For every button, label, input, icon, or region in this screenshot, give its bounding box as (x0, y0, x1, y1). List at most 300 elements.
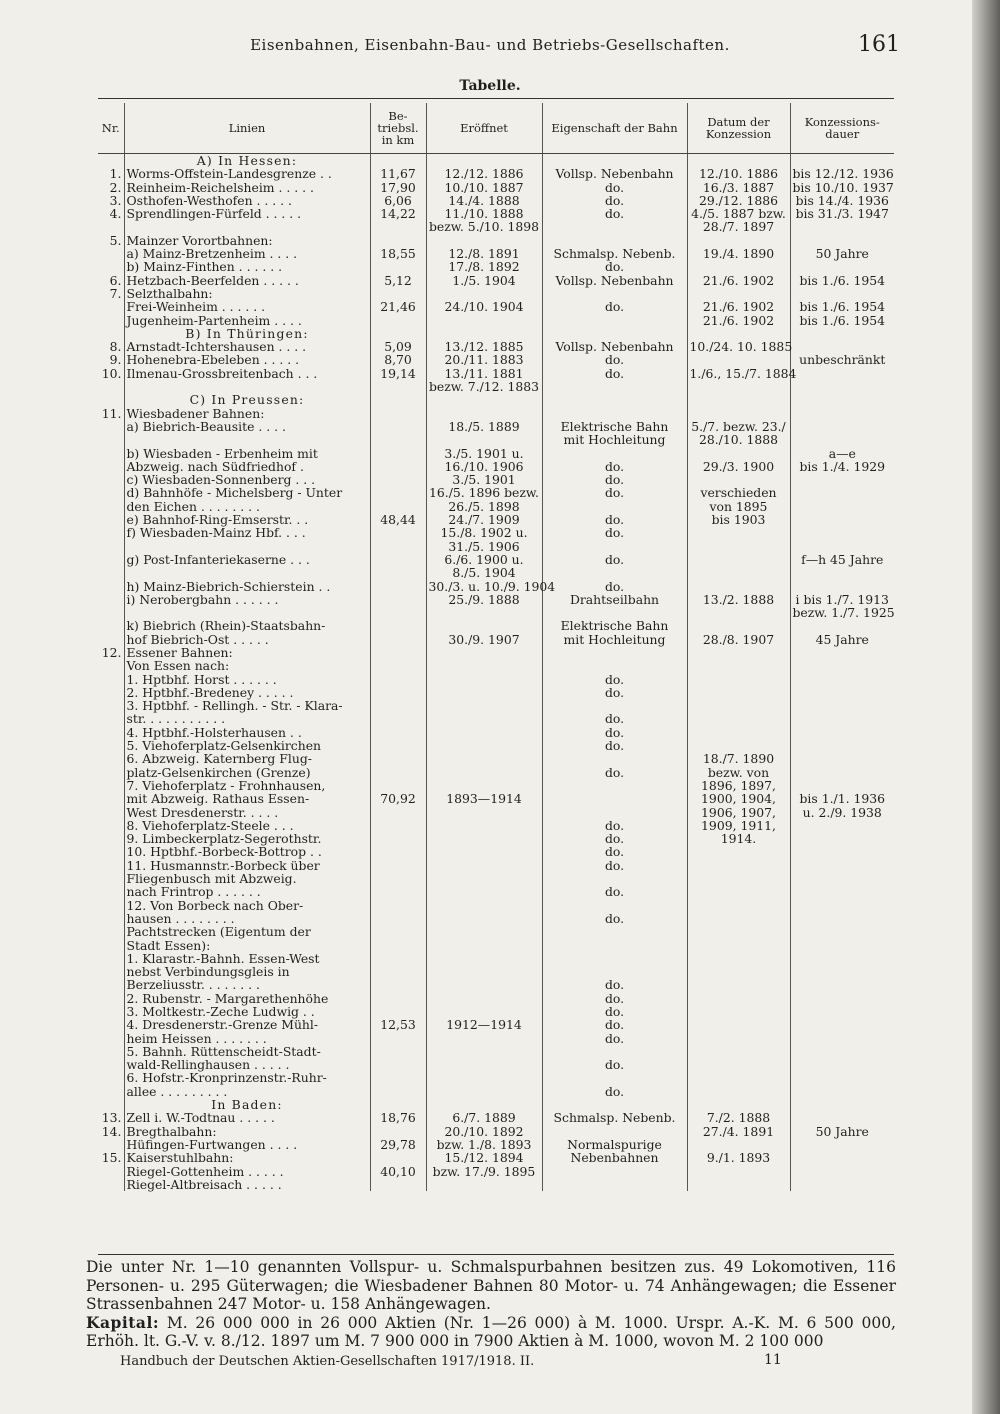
cell-km (370, 752, 426, 765)
cell-eroeffnet (426, 686, 542, 699)
cell-eigenschaft: Vollsp. Nebenbahn (542, 340, 687, 353)
cell-datum (687, 1098, 790, 1111)
cell-datum (687, 393, 790, 406)
cell-nr: 7. (109, 285, 122, 301)
cell-eroeffnet (426, 1178, 542, 1191)
cell-linie: k) Biebrich (Rhein)-Staatsbahn- (124, 619, 370, 632)
cell-nr (98, 885, 124, 898)
cell-datum: bezw. von (687, 766, 790, 779)
cell-eroeffnet: 6./6. 1900 u. (426, 553, 542, 566)
cell-nr (98, 699, 124, 712)
top-rule (98, 98, 894, 99)
cell-nr (98, 1058, 124, 1071)
cell-eroeffnet: 15./12. 1894 (426, 1151, 542, 1164)
cell-km (370, 939, 426, 952)
cell-km (370, 845, 426, 858)
cell-eroeffnet (426, 1058, 542, 1071)
rolling-stock-paragraph: Die unter Nr. 1—10 genannten Vollspur- u. Schmalspurbahnen besitzen zus. 49 Lokomotiven, 116 Personen- u. 295 Güterwagen; die Wiesbadener Bahnen 80 Motor- u. 74 Anhängewagen; die Essener Strassenbahnen 247 Motor- u. 158 Anhängewagen. (86, 1258, 896, 1313)
cell-km (370, 779, 426, 792)
cell-dauer (790, 925, 894, 938)
table-row (98, 699, 894, 712)
cell-km (370, 393, 426, 406)
cell-eigenschaft: do. (542, 181, 687, 194)
cell-nr (98, 526, 124, 539)
cell-km (370, 992, 426, 1005)
cell-km: 18,76 (370, 1111, 426, 1124)
cell-nr: 2. (109, 179, 122, 195)
cell-km (370, 1005, 426, 1018)
cell-dauer (790, 739, 894, 752)
cell-datum: 1914. (687, 832, 790, 845)
cell-eroeffnet (426, 912, 542, 925)
cell-eigenschaft: Nebenbahnen (542, 1151, 687, 1164)
cell-eroeffnet (426, 752, 542, 765)
table-row (98, 885, 894, 898)
cell-nr (98, 899, 124, 912)
cell-datum (687, 845, 790, 858)
cell-datum: 21./6. 1902 (687, 314, 790, 327)
table-row (98, 872, 894, 885)
cell-nr (98, 447, 124, 460)
table-row (98, 965, 894, 978)
cell-eroeffnet: 31./5. 1906 (426, 540, 542, 553)
cell-datum (687, 885, 790, 898)
table-row (98, 1138, 894, 1151)
cell-linie: wald-Rellinghausen . . . . . (124, 1058, 370, 1071)
cell-dauer (790, 1058, 894, 1071)
cell-eroeffnet (426, 1098, 542, 1111)
cell-km (370, 220, 426, 233)
cell-datum (687, 646, 790, 659)
cell-eigenschaft (542, 540, 687, 553)
cell-eroeffnet: 3./5. 1901 (426, 473, 542, 486)
cell-datum (687, 712, 790, 725)
cell-nr (98, 380, 124, 393)
col-header-km: Be-triebsl. in km (370, 103, 426, 154)
cell-eroeffnet: 11./10. 1888 (426, 207, 542, 220)
cell-km: 48,44 (370, 513, 426, 526)
cell-eigenschaft (542, 447, 687, 460)
cell-dauer: bis 1./4. 1929 (790, 460, 894, 473)
cell-dauer (790, 752, 894, 765)
cell-km: 5,12 (370, 274, 426, 287)
cell-linie: a) Biebrich-Beausite . . . . (124, 420, 370, 433)
cell-dauer: bis 1./1. 1936 (790, 792, 894, 805)
table-row (98, 659, 894, 672)
cell-km (370, 1098, 426, 1111)
cell-eigenschaft: Elektrische Bahn (542, 420, 687, 433)
cell-datum: 1900, 1904, (687, 792, 790, 805)
cell-km (370, 500, 426, 513)
table-row (98, 1151, 894, 1164)
cell-km (370, 234, 426, 247)
cell-km: 17,90 (370, 181, 426, 194)
cell-eigenschaft: do. (542, 859, 687, 872)
cell-nr (98, 739, 124, 752)
cell-nr (98, 832, 124, 845)
cell-eigenschaft: do. (542, 207, 687, 220)
cell-eigenschaft (542, 220, 687, 233)
table-row (98, 686, 894, 699)
cell-linie: A) In Hessen: (124, 154, 370, 168)
cell-linie: Wiesbadener Bahnen: (124, 407, 370, 420)
cell-eigenschaft: do. (542, 845, 687, 858)
cell-dauer (790, 686, 894, 699)
table-row (98, 712, 894, 725)
cell-datum: 10./24. 10. 1885 (687, 340, 790, 353)
table-row (98, 486, 894, 499)
cell-nr (98, 500, 124, 513)
cell-nr (98, 859, 124, 872)
cell-km (370, 540, 426, 553)
cell-eigenschaft: do. (542, 553, 687, 566)
cell-eigenschaft (542, 500, 687, 513)
cell-nr (98, 925, 124, 938)
cell-linie: Riegel-Gottenheim . . . . . (124, 1165, 370, 1178)
cell-dauer (790, 912, 894, 925)
cell-dauer (790, 500, 894, 513)
cell-km: 40,10 (370, 1165, 426, 1178)
cell-eigenschaft: do. (542, 486, 687, 499)
cell-datum: 1896, 1897, (687, 779, 790, 792)
cell-datum (687, 606, 790, 619)
cell-linie: Hohenebra-Ebeleben . . . . . (124, 353, 370, 366)
cell-linie: c) Wiesbaden-Sonnenberg . . . (124, 473, 370, 486)
cell-eroeffnet (426, 819, 542, 832)
cell-dauer (790, 566, 894, 579)
cell-km: 5,09 (370, 340, 426, 353)
cell-eigenschaft: do. (542, 260, 687, 273)
cell-eroeffnet (426, 978, 542, 991)
cell-linie: platz-Gelsenkirchen (Grenze) (124, 766, 370, 779)
cell-nr: 8. (109, 339, 122, 355)
cell-eigenschaft (542, 965, 687, 978)
cell-eigenschaft (542, 872, 687, 885)
cell-dauer (790, 766, 894, 779)
cell-linie: Hüfingen-Furtwangen . . . . (124, 1138, 370, 1151)
cell-eigenschaft: do. (542, 739, 687, 752)
cell-dauer (790, 859, 894, 872)
cell-eigenschaft (542, 1178, 687, 1191)
cell-km (370, 327, 426, 340)
cell-dauer (790, 380, 894, 393)
table-row (98, 274, 894, 287)
cell-dauer: 50 Jahre (790, 247, 894, 260)
cell-eroeffnet: 17./8. 1892 (426, 260, 542, 273)
cell-linie: b) Wiesbaden - Erbenheim mit (124, 447, 370, 460)
cell-km: 70,92 (370, 792, 426, 805)
cell-datum: 13./2. 1888 (687, 593, 790, 606)
cell-eigenschaft (542, 699, 687, 712)
cell-dauer: bis 1./6. 1954 (790, 300, 894, 313)
cell-eigenschaft (542, 659, 687, 672)
cell-eigenschaft: do. (542, 832, 687, 845)
table-row (98, 673, 894, 686)
cell-nr (98, 606, 124, 619)
cell-datum: 29./12. 1886 (687, 194, 790, 207)
cell-eigenschaft: do. (542, 194, 687, 207)
table-row (98, 899, 894, 912)
cell-km (370, 619, 426, 632)
cell-nr (98, 420, 124, 433)
table-row (98, 1018, 894, 1031)
cell-eigenschaft (542, 393, 687, 406)
cell-nr: 1. (109, 166, 122, 182)
table-row (98, 526, 894, 539)
cell-eroeffnet (426, 1071, 542, 1084)
table-row (98, 260, 894, 273)
cell-dauer (790, 1045, 894, 1058)
table-row (98, 181, 894, 194)
cell-dauer (790, 819, 894, 832)
table-row (98, 460, 894, 473)
cell-eroeffnet: 12./12. 1886 (426, 167, 542, 180)
cell-km (370, 473, 426, 486)
cell-km (370, 819, 426, 832)
cell-eigenschaft: do. (542, 1032, 687, 1045)
cell-nr (98, 992, 124, 1005)
cell-eigenschaft: do. (542, 353, 687, 366)
cell-datum (687, 287, 790, 300)
cell-km (370, 154, 426, 168)
cell-linie: Reinheim-Reichelsheim . . . . . (124, 181, 370, 194)
cell-dauer (790, 420, 894, 433)
cell-dauer (790, 939, 894, 952)
cell-km (370, 260, 426, 273)
table-row (98, 314, 894, 327)
cell-eigenschaft: Elektrische Bahn (542, 619, 687, 632)
cell-datum (687, 899, 790, 912)
cell-linie: a) Mainz-Bretzenheim . . . . (124, 247, 370, 260)
cell-km (370, 593, 426, 606)
cell-dauer: a—e (790, 447, 894, 460)
cell-linie: 12. Von Borbeck nach Ober- (124, 899, 370, 912)
cell-datum (687, 353, 790, 366)
table-row (98, 912, 894, 925)
cell-datum (687, 872, 790, 885)
cell-datum: 18./7. 1890 (687, 752, 790, 765)
cell-linie: Mainzer Vorortbahnen: (124, 234, 370, 247)
cell-dauer (790, 1178, 894, 1191)
cell-linie: Fliegenbusch mit Abzweig. (124, 872, 370, 885)
cell-dauer (790, 845, 894, 858)
table-row (98, 234, 894, 247)
cell-datum (687, 473, 790, 486)
cell-eigenschaft: do. (542, 367, 687, 380)
table-row (98, 726, 894, 739)
cell-linie: Osthofen-Westhofen . . . . . (124, 194, 370, 207)
cell-km (370, 447, 426, 460)
cell-eroeffnet (426, 965, 542, 978)
cell-datum (687, 925, 790, 938)
cell-linie: mit Abzweig. Rathaus Essen- (124, 792, 370, 805)
cell-linie: 11. Husmannstr.-Borbeck über (124, 859, 370, 872)
table-row (98, 287, 894, 300)
cell-eroeffnet (426, 779, 542, 792)
cell-eigenschaft: Schmalsp. Nebenb. (542, 1111, 687, 1124)
cell-km (370, 673, 426, 686)
cell-eroeffnet: 16./5. 1896 bezw. (426, 486, 542, 499)
cell-linie: f) Wiesbaden-Mainz Hbf. . . . (124, 526, 370, 539)
footer-text (86, 1258, 896, 1351)
cell-dauer (790, 992, 894, 1005)
cell-eroeffnet (426, 287, 542, 300)
cell-eigenschaft (542, 1125, 687, 1138)
cell-datum: 9./1. 1893 (687, 1151, 790, 1164)
cell-eigenschaft (542, 327, 687, 340)
cell-datum (687, 540, 790, 553)
table-row (98, 447, 894, 460)
col-header-eroeffnet: Eröffnet (426, 103, 542, 154)
cell-linie: heim Heissen . . . . . . . (124, 1032, 370, 1045)
cell-linie: West Dresdenerstr. . . . . (124, 806, 370, 819)
cell-nr (98, 1032, 124, 1045)
cell-nr: 12. (101, 644, 122, 660)
cell-datum (687, 566, 790, 579)
table-row (98, 433, 894, 446)
cell-eroeffnet (426, 806, 542, 819)
cell-datum: bis 1903 (687, 513, 790, 526)
cell-km (370, 859, 426, 872)
table-row (98, 593, 894, 606)
cell-eigenschaft: Normalspurige (542, 1138, 687, 1151)
cell-datum (687, 580, 790, 593)
cell-datum (687, 859, 790, 872)
cell-eroeffnet: 13./11. 1881 (426, 367, 542, 380)
table-row (98, 154, 894, 168)
cell-eroeffnet (426, 859, 542, 872)
cell-nr (98, 792, 124, 805)
table-row (98, 766, 894, 779)
cell-eroeffnet (426, 619, 542, 632)
table-row (98, 407, 894, 420)
cell-km (370, 1071, 426, 1084)
table-row (98, 1058, 894, 1071)
cell-eigenschaft (542, 566, 687, 579)
cell-dauer (790, 260, 894, 273)
cell-km (370, 659, 426, 672)
cell-eroeffnet (426, 314, 542, 327)
cell-eroeffnet: 1912—1914 (426, 1018, 542, 1031)
header-title: Eisenbahnen, Eisenbahn-Bau- und Betriebs-Gesellschaften. (250, 36, 730, 54)
cell-dauer (790, 486, 894, 499)
cell-nr: 6. (109, 272, 122, 288)
cell-km (370, 978, 426, 991)
cell-eroeffnet: 25./9. 1888 (426, 593, 542, 606)
cell-datum: 28./8. 1907 (687, 633, 790, 646)
cell-eroeffnet (426, 992, 542, 1005)
cell-dauer (790, 659, 894, 672)
cell-datum (687, 1071, 790, 1084)
cell-km (370, 766, 426, 779)
cell-km (370, 965, 426, 978)
cell-km: 18,55 (370, 247, 426, 260)
cell-linie: Jugenheim-Partenheim . . . . (124, 314, 370, 327)
cell-eigenschaft: Drahtseilbahn (542, 593, 687, 606)
cell-linie (124, 540, 370, 553)
cell-nr (98, 819, 124, 832)
cell-dauer: bezw. 1./7. 1925 (790, 606, 894, 619)
table-row (98, 580, 894, 593)
cell-km: 14,22 (370, 207, 426, 220)
cell-eigenschaft (542, 606, 687, 619)
table-row (98, 952, 894, 965)
cell-datum (687, 260, 790, 273)
cell-eroeffnet: bzw. 17./9. 1895 (426, 1165, 542, 1178)
running-header (0, 32, 960, 60)
table-row (98, 739, 894, 752)
cell-km (370, 726, 426, 739)
cell-km: 6,06 (370, 194, 426, 207)
cell-datum: 16./3. 1887 (687, 181, 790, 194)
cell-nr (98, 872, 124, 885)
cell-nr (98, 952, 124, 965)
cell-nr (98, 327, 124, 340)
cell-eroeffnet (426, 872, 542, 885)
table-row (98, 220, 894, 233)
table-body (98, 154, 894, 1192)
cell-nr (98, 540, 124, 553)
table-row (98, 939, 894, 952)
cell-nr (98, 393, 124, 406)
cell-eigenschaft (542, 1098, 687, 1111)
table-row (98, 1098, 894, 1111)
table-row (98, 1165, 894, 1178)
cell-dauer (790, 726, 894, 739)
cell-km (370, 1032, 426, 1045)
col-header-nr: Nr. (98, 103, 124, 154)
table-row (98, 1005, 894, 1018)
cell-eigenschaft: mit Hochleitung (542, 633, 687, 646)
cell-km (370, 433, 426, 446)
cell-datum (687, 553, 790, 566)
table-row (98, 1111, 894, 1124)
cell-eroeffnet (426, 234, 542, 247)
table-row (98, 832, 894, 845)
cell-linie: d) Bahnhöfe - Michelsberg - Unter (124, 486, 370, 499)
cell-eroeffnet: 16./10. 1906 (426, 460, 542, 473)
cell-km (370, 712, 426, 725)
cell-eroeffnet: 15./8. 1902 u. (426, 526, 542, 539)
cell-dauer (790, 779, 894, 792)
cell-eigenschaft (542, 287, 687, 300)
cell-linie: Selzthalbahn: (124, 287, 370, 300)
cell-dauer (790, 619, 894, 632)
cell-km (370, 686, 426, 699)
cell-linie: Abzweig. nach Südfriedhof . (124, 460, 370, 473)
table-row (98, 420, 894, 433)
cell-datum (687, 939, 790, 952)
cell-linie: 5. Bahnh. Rüttenscheidt-Stadt- (124, 1045, 370, 1058)
cell-dauer (790, 712, 894, 725)
cell-dauer (790, 1138, 894, 1151)
cell-linie (124, 380, 370, 393)
cell-linie: nach Frintrop . . . . . . (124, 885, 370, 898)
table-row (98, 806, 894, 819)
cell-datum (687, 912, 790, 925)
cell-dauer: unbeschränkt (790, 353, 894, 366)
cell-eigenschaft (542, 779, 687, 792)
cell-eroeffnet (426, 154, 542, 168)
cell-nr: 10. (101, 365, 122, 381)
cell-km (370, 606, 426, 619)
cell-km (370, 526, 426, 539)
cell-eigenschaft: do. (542, 1018, 687, 1031)
cell-eigenschaft: do. (542, 513, 687, 526)
cell-eigenschaft: do. (542, 1085, 687, 1098)
cell-dauer (790, 580, 894, 593)
table-row (98, 340, 894, 353)
